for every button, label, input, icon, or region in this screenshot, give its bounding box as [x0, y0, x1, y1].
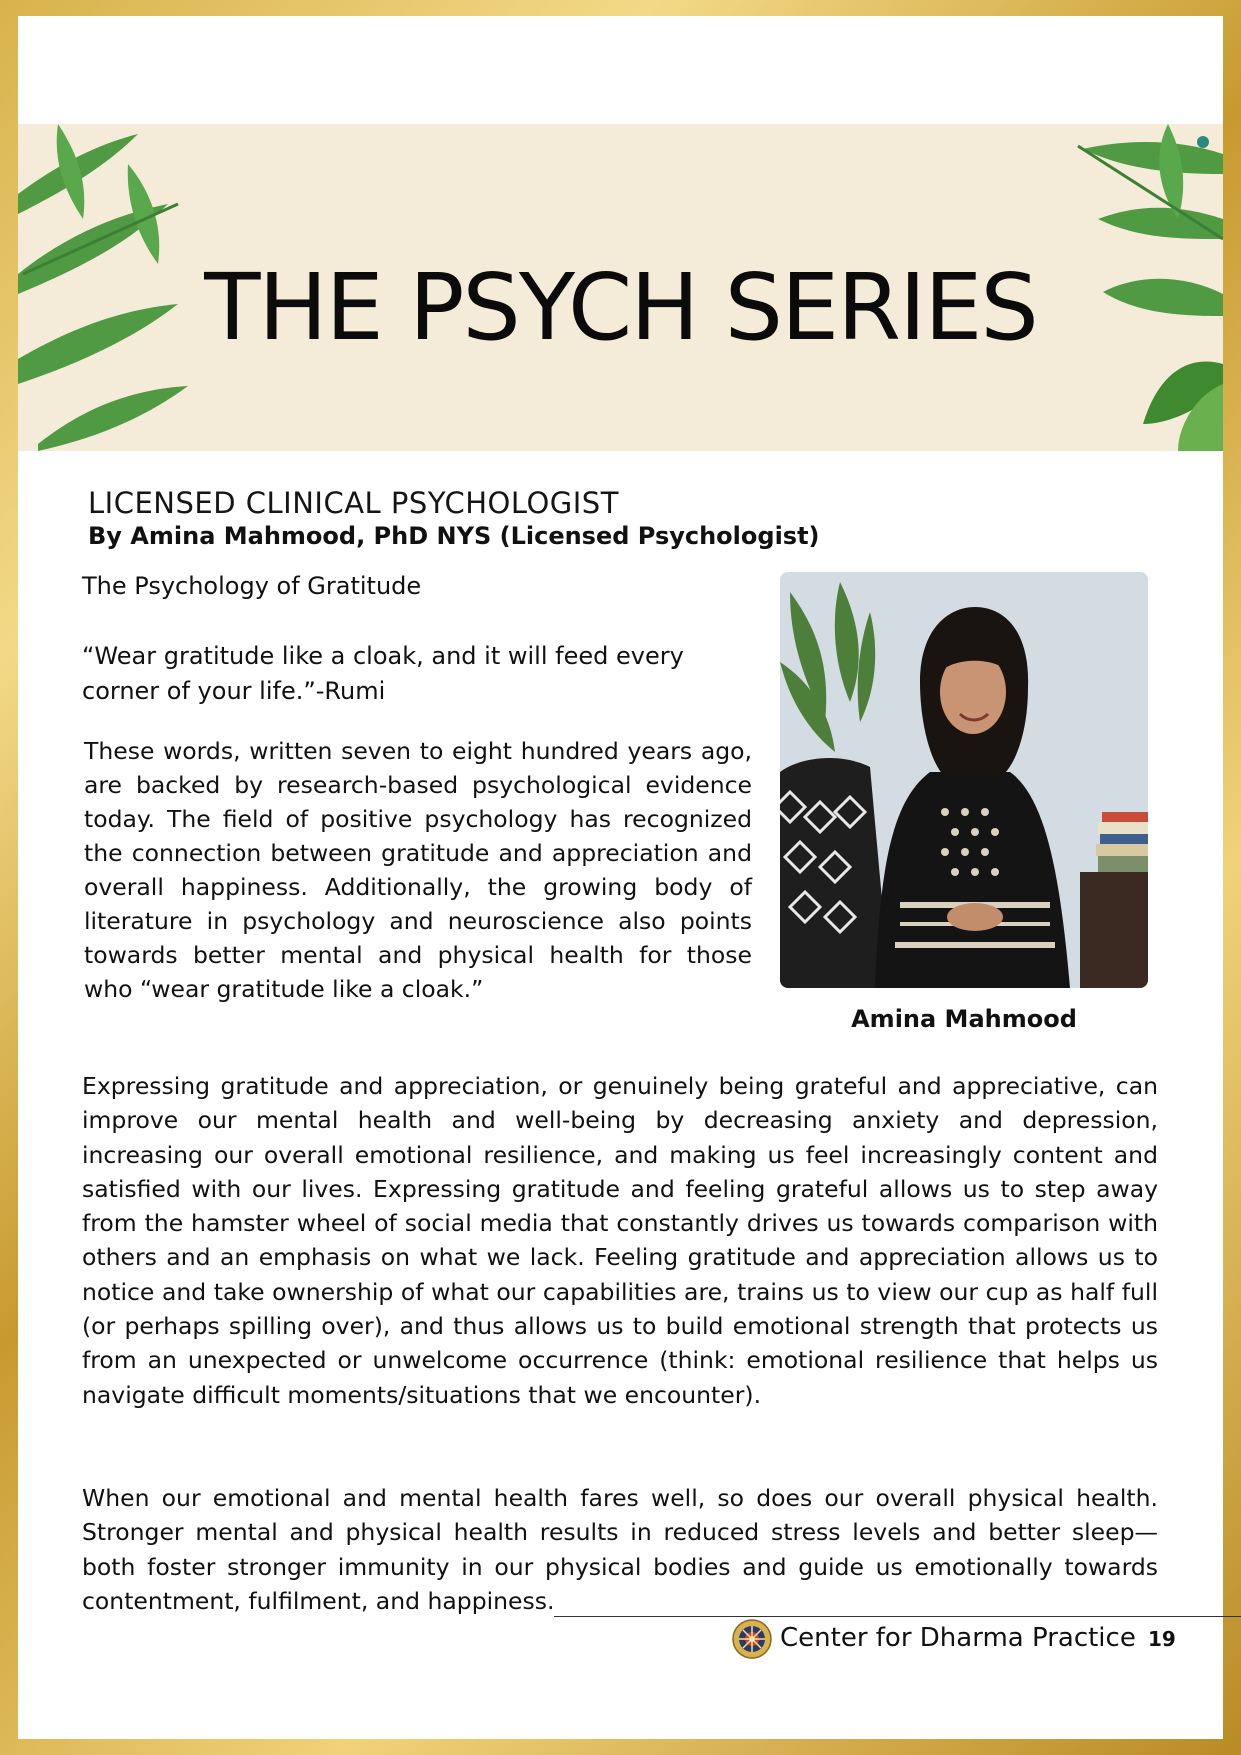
rumi-quote: “Wear gratitude like a cloak, and it will feed every corner of your life.”-Rumi: [82, 642, 684, 705]
section-heading: LICENSED CLINICAL PSYCHOLOGIST: [88, 486, 619, 520]
footer-organization: Center for Dharma Practice: [780, 1623, 1136, 1653]
author-byline: By Amina Mahmood, PhD NYS (Licensed Psychologist): [88, 522, 820, 550]
paragraph-1: These words, written seven to eight hundred years ago, are backed by research-based psychological evidence today. The field of positive psychology has recognized the connection between gratitude and appreciation and overall happiness. Additionally, the growing body of literature in psychology and neuroscience also points towards better mental and physical health for those who “wear gratitude like a cloak.”: [84, 737, 752, 1003]
article-title: The Psychology of Gratitude: [82, 572, 422, 600]
page-number: 19: [1148, 1627, 1176, 1651]
author-photo: [780, 572, 1148, 988]
photo-caption: Amina Mahmood: [851, 1005, 1077, 1033]
page-content: [18, 16, 1223, 1739]
footer-divider: [554, 1616, 1241, 1617]
paragraph-2: Expressing gratitude and appreciation, or genuinely being grateful and appreciative, can improve our mental health and well-being by decreasing anxiety and depression, increasing our overall emotional resilience, and making us feel increasingly content and satisfied with our lives. Expressing gratitude and feeling grateful allows us to step away from the hamster wheel of social media that constantly drives us towards comparison with others and an emphasis on what we lack. Feeling gratitude and appreciation allows us to notice and take ownership of what our capabilities are, trains us to view our cup as half full (or perhaps spilling over), and thus allows us to build emotional strength that protects us from an unexpected or unwelcome occurrence (think: emotional resilience that helps us navigate difficult moments/situations that we encounter).: [82, 1072, 1158, 1409]
dharma-logo-icon: [732, 1619, 772, 1659]
header-banner: [18, 124, 1223, 451]
banner-title: THE PSYCH SERIES: [204, 254, 1037, 361]
paragraph-3: When our emotional and mental health fares well, so does our overall physical health. Stronger mental and physical health results in reduced stress levels and better sleep—both foster stronger immunity in our physical bodies and guide us emotionally towards contentment, fulfilment, and happiness.: [82, 1484, 1158, 1615]
